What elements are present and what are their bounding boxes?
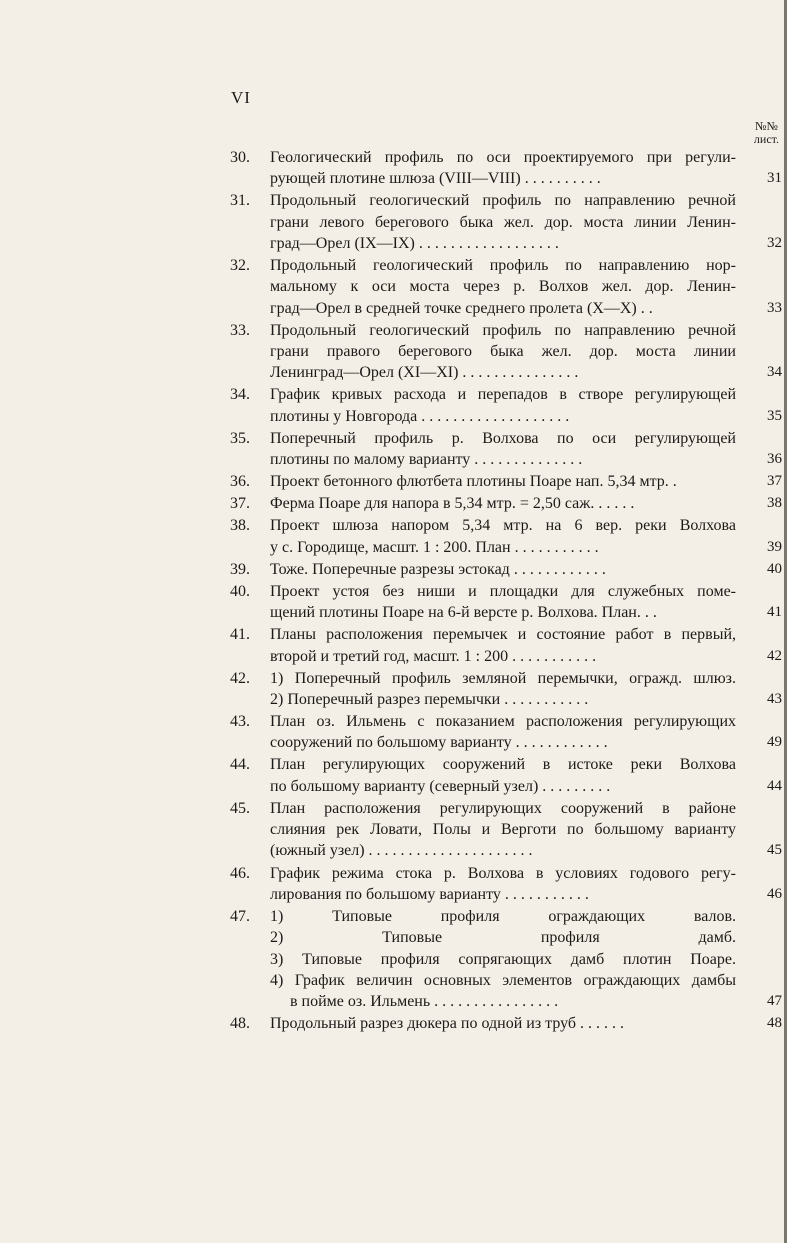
entry-line-text: Продольный разрез дюкера по одной из труб . . . . . . — [270, 1015, 628, 1032]
entry-line — [270, 276, 782, 297]
entry-text — [270, 515, 782, 558]
entry-line — [270, 863, 782, 884]
entry-line-text: План расположения регулирующих сооружений в районе — [270, 799, 736, 817]
entry-line-text: 4) График величин основных элементов ограждающих дамбы — [270, 971, 736, 989]
entry-text — [270, 906, 782, 1012]
entry-line-text: Планы расположения перемычек и состояние работ в первый, — [270, 626, 736, 644]
entry-line-text: (южный узел) . . . . . . . . . . . . . . . . . . . . . — [270, 842, 537, 859]
entry-line-text: Проект шлюза напором 5,34 мтр. на 6 вер. реки Волхова — [270, 517, 736, 535]
toc-entry — [230, 1013, 782, 1034]
entry-line-text: сооружений по большому варианту . . . . . . . . . . . . — [270, 734, 612, 751]
entry-line — [270, 581, 782, 602]
entry-text — [270, 384, 782, 427]
sheet-number: 33 — [767, 299, 782, 316]
toc-entry — [230, 559, 782, 580]
entry-text — [270, 1013, 782, 1034]
sheet-column-header — [754, 120, 779, 146]
entry-text — [270, 754, 782, 797]
entry-line-text: град—Орел (IX—IX) . . . . . . . . . . . . . . . . . . — [270, 235, 563, 252]
entry-line-text: слияния рек Ловати, Полы и Верготи по большому варианту — [270, 821, 736, 839]
entry-line-text: План регулирующих сооружений в истоке реки Волхова — [270, 756, 736, 774]
sheet-number: 31 — [767, 170, 782, 187]
entry-number: 45. — [230, 799, 250, 817]
entry-line — [270, 711, 782, 732]
entry-line — [270, 362, 782, 383]
entry-text — [270, 798, 782, 862]
entry-line — [270, 840, 782, 861]
toc-entry — [230, 147, 782, 190]
entry-line-text: 1) Типовые профиля ограждающих валов. — [270, 907, 736, 925]
entry-line — [270, 537, 782, 558]
entry-line-text: График кривых расхода и перепадов в створе регулирующей — [270, 386, 736, 404]
entry-number: 33. — [230, 321, 250, 339]
entry-number: 43. — [230, 713, 250, 731]
page-number: VI — [231, 88, 251, 107]
entry-line-text: Проект бетонного флютбета плотины Поаре нап. 5,34 мтр. . — [270, 473, 681, 490]
entry-line-text: 2) Поперечный разрез перемычки . . . . . . . . . . . — [270, 691, 592, 708]
sheet-number: 38 — [767, 495, 782, 512]
entry-line-text: грани правого берегового быка жел. дор. моста линии — [270, 343, 736, 361]
entry-line-text: Поперечный профиль р. Волхова по оси регулирующей — [270, 429, 736, 447]
entry-number: 44. — [230, 756, 250, 774]
toc-entry — [230, 798, 782, 862]
entry-line-text: Ленинград—Орел (XI—XI) . . . . . . . . . . . . . . . — [270, 364, 582, 381]
toc-entry — [230, 515, 782, 558]
entry-line-text: град—Орел в средней точке среднего пролета (X—X) . . — [270, 300, 657, 317]
entry-line-text: Тоже. Поперечные разрезы эстокад . . . . . . . . . . . . — [270, 561, 610, 578]
entry-number: 47. — [230, 907, 250, 925]
sheet-number: 44 — [767, 777, 782, 794]
entry-line-text: плотины у Новгорода . . . . . . . . . . . . . . . . . . . — [270, 408, 573, 425]
sheet-number: 48 — [767, 1015, 782, 1032]
entry-number: 39. — [230, 560, 250, 578]
toc-entry — [230, 471, 782, 492]
toc-entry — [230, 863, 782, 906]
entry-line-text: в пойме оз. Ильмень . . . . . . . . . . . . . . . . — [290, 993, 562, 1010]
toc-entry — [230, 493, 782, 514]
toc-entry — [230, 711, 782, 754]
entry-text — [270, 471, 782, 492]
toc-entry — [230, 624, 782, 667]
entry-line-text: Ферма Поаре для напора в 5,34 мтр. = 2,50 саж. . . . . . — [270, 495, 638, 512]
entry-line — [270, 471, 782, 492]
entry-line — [270, 1013, 782, 1034]
entry-line — [270, 668, 782, 689]
entry-line — [270, 190, 782, 211]
entry-text — [270, 863, 782, 906]
entry-number: 48. — [230, 1015, 250, 1033]
sheet-number: 49 — [767, 734, 782, 751]
entry-text — [270, 320, 782, 384]
entry-number: 31. — [230, 192, 250, 210]
sheet-number: 47 — [767, 993, 782, 1010]
sheet-number: 45 — [767, 842, 782, 859]
entry-line — [270, 732, 782, 753]
entry-line-text: щений плотины Поаре на 6-й версте р. Волхова. План. . . — [270, 604, 661, 621]
entry-number: 34. — [230, 386, 250, 404]
entry-line-text: Проект устоя без ниши и площадки для служебных поме- — [270, 582, 736, 600]
toc-entry — [230, 581, 782, 624]
entry-line — [270, 493, 782, 514]
entry-line-text: 3) Типовые профиля сопрягающих дамб плотин Поаре. — [270, 950, 736, 968]
entry-line — [270, 168, 782, 189]
sheet-number: 36 — [767, 451, 782, 468]
entry-line-text: 1) Поперечный профиль земляной перемычки, огражд. шлюз. — [270, 669, 736, 687]
entry-number: 38. — [230, 517, 250, 535]
sheet-number: 46 — [767, 885, 782, 902]
entry-line-text: 2) Типовые профиля дамб. — [270, 929, 736, 947]
entry-line — [270, 147, 782, 168]
entry-number: 41. — [230, 626, 250, 644]
entry-line-text: грани левого берегового быка жел. дор. моста линии Ленин- — [270, 213, 736, 231]
entry-line — [270, 255, 782, 276]
toc-entry — [230, 384, 782, 427]
entry-text — [270, 581, 782, 624]
entry-line-text: Продольный геологический профиль по направлению речной — [270, 321, 736, 339]
entry-line — [270, 991, 782, 1012]
entry-line — [270, 927, 782, 948]
entry-line — [270, 884, 782, 905]
sheet-number: 39 — [767, 538, 782, 555]
entry-line-text: Продольный геологический профиль по направлению нор- — [270, 257, 736, 275]
entry-line — [270, 559, 782, 580]
entry-number: 36. — [230, 473, 250, 491]
entry-line — [270, 341, 782, 362]
sheet-number: 37 — [767, 473, 782, 490]
entry-text — [270, 711, 782, 754]
entry-line — [270, 428, 782, 449]
entry-line-text: мальному к оси моста через р. Волхов жел. дор. Ленин- — [270, 278, 736, 296]
entry-line — [270, 406, 782, 427]
entry-text — [270, 559, 782, 580]
entry-line — [270, 819, 782, 840]
entry-line — [270, 384, 782, 405]
sheet-number: 43 — [767, 690, 782, 707]
table-of-contents — [230, 147, 782, 1035]
entry-line — [270, 320, 782, 341]
entry-line-text: плотины по малому варианту . . . . . . . . . . . . . . — [270, 451, 586, 468]
sheet-number: 35 — [767, 407, 782, 424]
entry-number: 42. — [230, 669, 250, 687]
entry-line — [270, 515, 782, 536]
entry-text — [270, 493, 782, 514]
entry-number: 30. — [230, 149, 250, 166]
toc-entry — [230, 255, 782, 319]
entry-line-text: лирования по большому варианту . . . . . . . . . . . — [270, 886, 593, 903]
entry-text — [270, 668, 782, 711]
entry-line — [270, 212, 782, 233]
toc-entry — [230, 754, 782, 797]
entry-line-text: График режима стока р. Волхова в условиях годового регу- — [270, 864, 736, 882]
sheet-header-numbers: №№ — [755, 119, 778, 133]
entry-line-text: Геологический профиль по оси проектируемого при регули- — [270, 149, 736, 166]
entry-line-text: второй и третий год, масшт. 1 : 200 . . . . . . . . . . . — [270, 648, 600, 665]
toc-entry — [230, 906, 782, 1012]
entry-line — [270, 646, 782, 667]
entry-text — [270, 624, 782, 667]
entry-line — [270, 233, 782, 254]
sheet-number: 42 — [767, 647, 782, 664]
sheet-number: 32 — [767, 234, 782, 251]
entry-line-text: План оз. Ильмень с показанием расположения регулирующих — [270, 713, 736, 731]
entry-line-text: у с. Городище, масшт. 1 : 200. План . . . . . . . . . . . — [270, 539, 603, 556]
entry-line — [270, 298, 782, 319]
entry-line — [270, 798, 782, 819]
toc-entry — [230, 190, 782, 254]
entry-line — [270, 689, 782, 710]
sheet-number: 41 — [767, 604, 782, 621]
entry-number: 40. — [230, 582, 250, 600]
entry-line — [270, 776, 782, 797]
entry-line — [270, 949, 782, 970]
toc-entry — [230, 668, 782, 711]
entry-line — [270, 449, 782, 470]
entry-text — [270, 428, 782, 471]
entry-line-text: рующей плотине шлюза (VIII—VIII) . . . . . . . . . . — [270, 170, 605, 187]
entry-text — [270, 147, 782, 190]
toc-entry — [230, 320, 782, 384]
toc-entry — [230, 428, 782, 471]
sheet-number: 40 — [767, 560, 782, 577]
sheet-number: 34 — [767, 364, 782, 381]
entry-number: 46. — [230, 864, 250, 882]
entry-line — [270, 970, 782, 991]
entry-line — [270, 754, 782, 775]
entry-text — [270, 190, 782, 254]
entry-number: 32. — [230, 257, 250, 275]
entry-number: 35. — [230, 429, 250, 447]
entry-line — [270, 906, 782, 927]
entry-line-text: по большому варианту (северный узел) . . . . . . . . . — [270, 778, 614, 795]
entry-number: 37. — [230, 495, 250, 513]
entry-text — [270, 255, 782, 319]
entry-line — [270, 624, 782, 645]
entry-line-text: Продольный геологический профиль по направлению речной — [270, 192, 736, 210]
entry-line — [270, 602, 782, 623]
sheet-header-label: лист. — [753, 132, 779, 146]
